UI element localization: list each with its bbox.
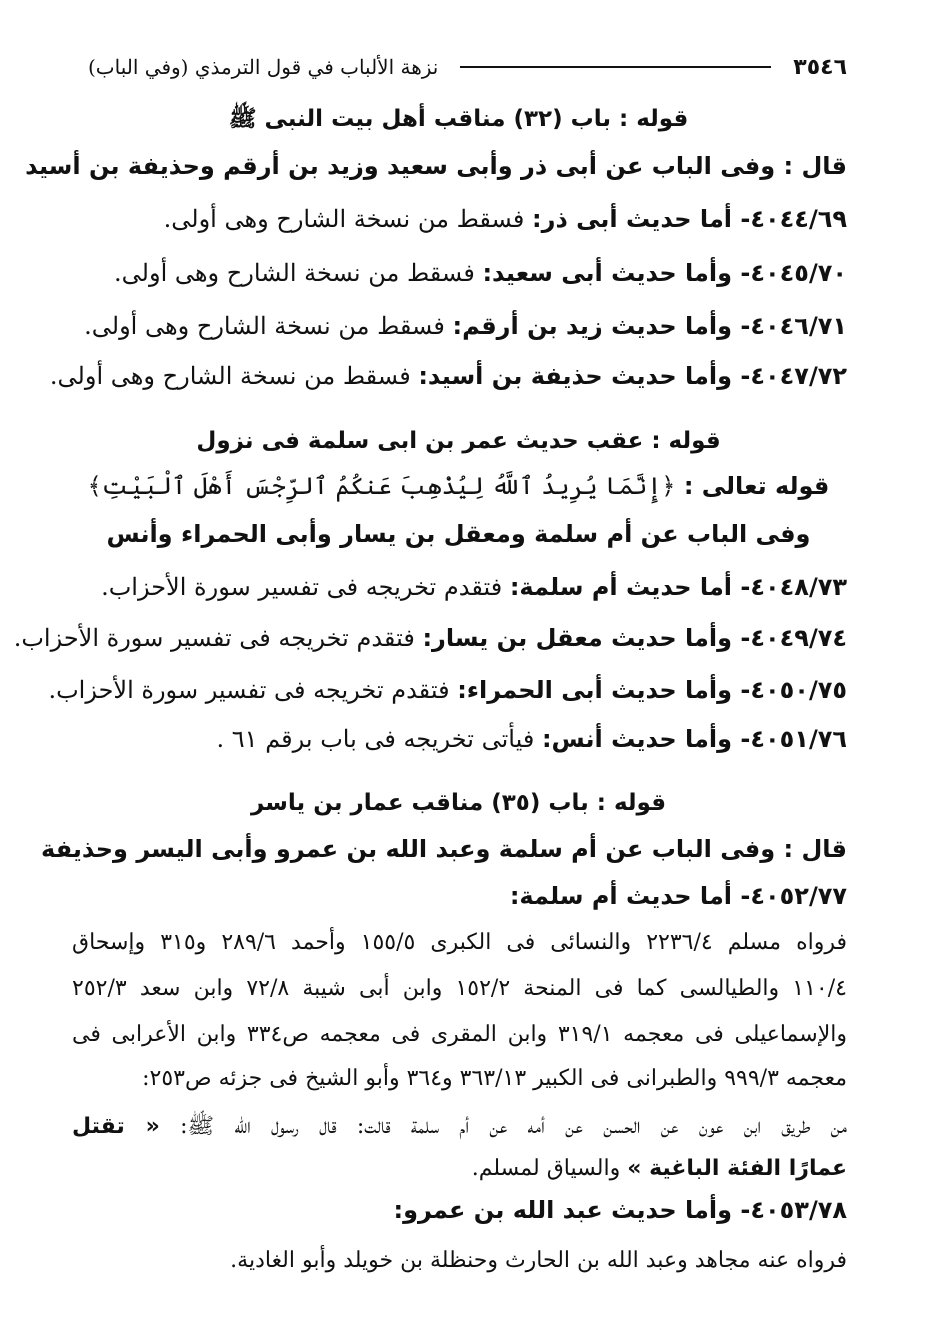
qal-line-2: وفى الباب عن أم سلمة ومعقل بن يسار وأبى الحمراء وأنس [106,520,811,548]
entry-lead: ٤٠٤٦/٧١- وأما حديث زيد بن أرقم: [452,312,847,340]
entry-lead: ٤٠٤٨/٧٣- أما حديث أم سلمة: [509,573,847,601]
paragraph-line: معجمه ٩٩٩/٣ والطبرانى فى الكبير ٣٦٣/١٣ و٣٦٤ وأبو الشيخ فى جزئه ص٢٥٣: [142,1066,847,1091]
entry-lead: ٤٠٤٩/٧٤- وأما حديث معقل بن يسار: [422,624,847,652]
entry-lead: ٤٠٥٣/٧٨- وأما حديث عبد الله بن عمرو: [393,1196,847,1224]
entry-text: فيأتى تخريجه فى باب برقم ٦١ . [216,725,535,753]
entry-text: فسقط من نسخة الشارح وهى أولى. [84,312,445,340]
paragraph-line: فرواه عنه مجاهد وعبد الله بن الحارث وحنظلة بن خويلد وأبو الغادية. [230,1248,847,1273]
entry-70 [70,259,847,287]
page-number: ٣٥٤٦ [793,54,847,80]
hadith-line [72,1112,847,1144]
entry-text: فسقط من نسخة الشارح وهى أولى. [163,205,525,233]
entry-73 [70,573,847,601]
entry-lead: ٤٠٤٤/٦٩- أما حديث أبى ذر: [532,205,847,233]
header-rule [460,66,771,68]
entry-72 [49,362,847,390]
hadith-source: والسياق لمسلم. [471,1156,621,1181]
hadith-line [72,1156,847,1181]
qal-line-3: قال : وفى الباب عن أم سلمة وعبد الله بن عمرو وأبى اليسر وحذيفة [41,835,847,863]
entry-lead: ٤٠٤٧/٧٢- وأما حديث حذيفة بن أسيد: [418,362,847,390]
entry-text: فسقط من نسخة الشارح وهى أولى. [49,362,411,390]
quran-verse: ﴿إِنَّمَا يُرِيدُ ٱللَّهُ لِيُذْهِبَ عَنكُمُ ٱلرِّجْسَ أَهْلَ ٱلْبَيْتِ﴾ [87,472,676,500]
verse-lead: قوله تعالى : [683,472,830,500]
running-header [88,52,847,82]
entry-75 [48,676,847,704]
paragraph-line: فرواه مسلم ٢٢٣٦/٤ والنسائى فى الكبرى ١٥٥/٥ وأحمد ٢٨٩/٦ و٣١٥ وإسحاق [72,930,848,955]
paragraph-line: والإسماعيلى فى معجمه ٣١٩/١ وابن المقرى فى معجمه ص٣٣٤ وابن الأعرابى فى [72,1022,847,1047]
entry-text: فتقدم تخريجه فى تفسير سورة الأحزاب. [13,624,415,652]
entry-text: فتقدم تخريجه فى تفسير سورة الأحزاب. [48,676,450,704]
qal-line-1: قال : وفى الباب عن أبى ذر وأبى سعيد وزيد بن أرقم وحذيفة بن أسيد [25,152,847,180]
entry-text: فسقط من نسخة الشارح وهى أولى. [114,259,475,287]
hadith-chain: من طريق ابن عون عن الحسن عن أمه عن أم سلمة قالت: قال رسول الله ﷺ: [180,1114,847,1139]
entry-lead: ٤٠٥٢/٧٧- أما حديث أم سلمة: [509,882,847,910]
verse-line [70,472,847,500]
entry-74 [13,624,847,652]
section-heading-32: قوله : باب (٣٢) مناقب أهل بيت النبى ﷺ [228,106,689,132]
entry-71 [70,312,847,340]
book-title: نزهة الألباب في قول الترمذي (وفي الباب) [88,55,439,79]
entry-lead: ٤٠٥١/٧٦- وأما حديث أنس: [541,725,847,753]
hadith-quote: « تقتل [72,1114,160,1139]
hadith-quote: عمارًا الفئة الباغية » [627,1156,847,1181]
entry-69 [70,205,847,233]
entry-lead: ٤٠٥٠/٧٥- وأما حديث أبى الحمراء: [457,676,847,704]
entry-76 [70,725,847,753]
entry-77 [70,882,847,910]
entry-78 [70,1196,847,1224]
entry-lead: ٤٠٤٥/٧٠- وأما حديث أبى سعيد: [482,259,847,287]
section-heading-nuzul: قوله : عقب حديث عمر بن ابى سلمة فى نزول [196,428,721,454]
section-heading-35: قوله : باب (٣٥) مناقب عمار بن ياسر [250,790,667,816]
paragraph-line: ١١٠/٤ والطيالسى كما فى المنحة ١٥٢/٢ وابن أبى شيبة ٧٢/٨ وابن سعد ٢٥٢/٣ [72,976,847,1001]
entry-text: فتقدم تخريجه فى تفسير سورة الأحزاب. [101,573,503,601]
